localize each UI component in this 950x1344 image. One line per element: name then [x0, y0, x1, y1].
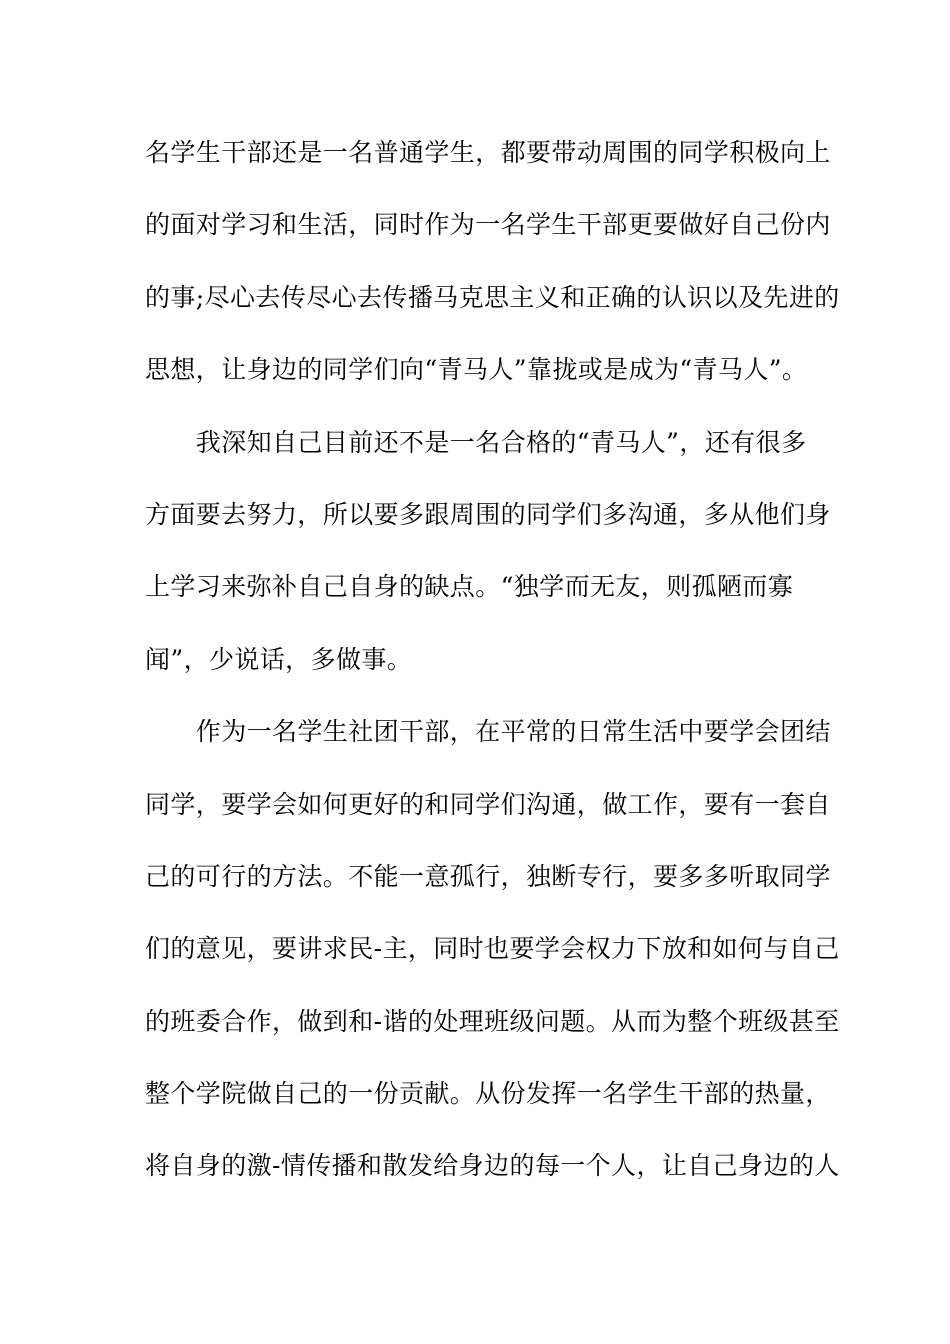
text-line: 思想，让身边的同学们向“青马人”靠拢或是成为“青马人”。 — [145, 355, 808, 385]
text-line: 的事;尽心去传尽心去传播马克思主义和正确的认识以及先进的 — [145, 282, 840, 312]
text-line: 同学，要学会如何更好的和同学们沟通，做工作，要有一套自 — [145, 789, 831, 819]
text-line: 整个学院做自己的一份贡献。从份发挥一名学生干部的热量， — [145, 1079, 831, 1109]
text-line: 闻”，少说话，多做事。 — [145, 644, 413, 674]
text-line: 的班委合作，做到和-谐的处理班级问题。从而为整个班级甚至 — [145, 1006, 840, 1036]
text-line: 名学生干部还是一名普通学生，都要带动周围的同学积极向上 — [145, 138, 831, 167]
text-line: 的面对学习和生活，同时作为一名学生干部更要做好自己份内 — [145, 210, 831, 240]
text-line: 上学习来弥补自己自身的缺点。“独学而无友，则孤陋而寡 — [145, 572, 794, 602]
text-line: 我深知自己目前还不是一名合格的“青马人”，还有很多 — [145, 427, 807, 457]
text-line: 方面要去努力，所以要多跟周围的同学们多沟通，多从他们身 — [145, 499, 831, 529]
text-line: 们的意见，要讲求民-主，同时也要学会权力下放和如何与自己 — [145, 934, 840, 964]
text-line: 己的可行的方法。不能一意孤行，独断专行，要多多听取同学 — [145, 861, 831, 891]
document-body — [145, 131, 840, 1217]
text-line: 作为一名学生社团干部，在平常的日常生活中要学会团结 — [145, 717, 831, 747]
text-line: 将自身的激-情传播和散发给身边的每一个人，让自己身边的人 — [145, 1151, 840, 1181]
